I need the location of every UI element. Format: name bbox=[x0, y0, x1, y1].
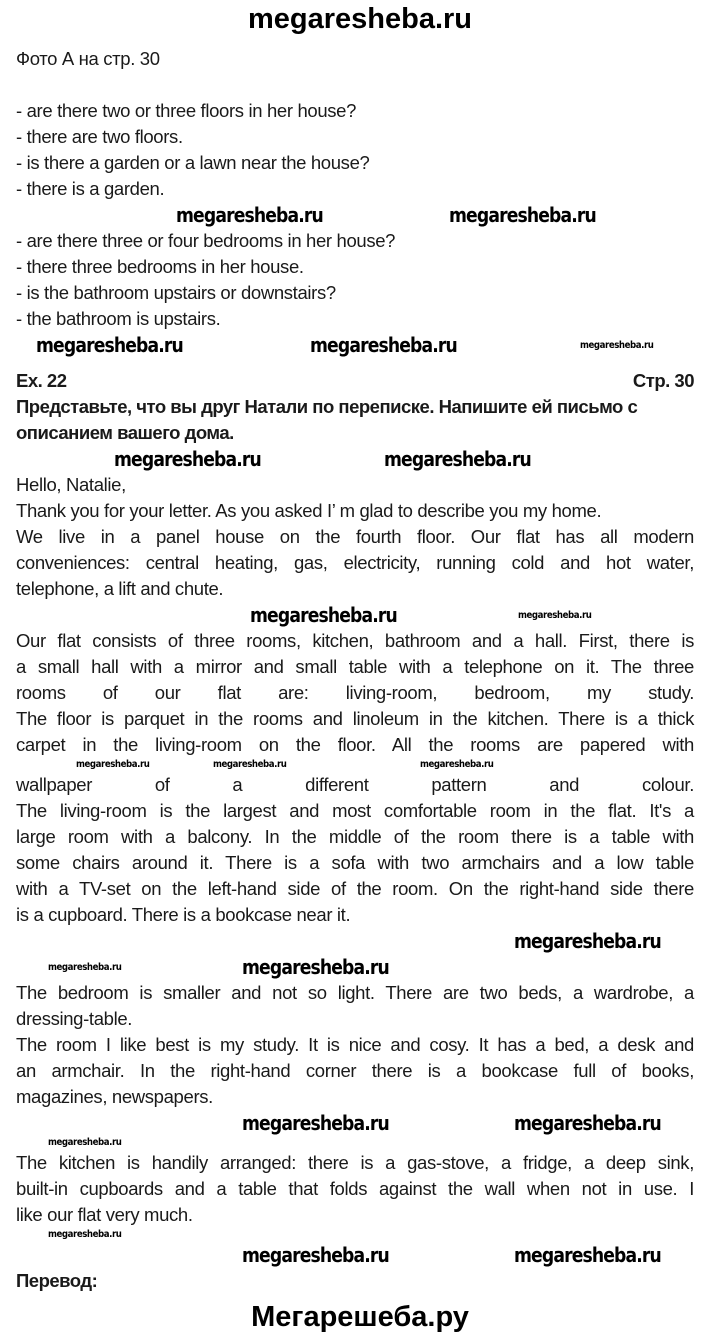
watermark-band bbox=[0, 446, 720, 472]
watermark[interactable]: megaresheba.ru bbox=[48, 1229, 122, 1240]
letter-line: conveniences: central heating, gas, electricity, running cold and hot water, bbox=[16, 552, 694, 573]
letter-line: The living-room is the largest and most comfortable room in the flat. It's a bbox=[16, 800, 694, 821]
watermark[interactable]: megaresheba.ru bbox=[36, 333, 183, 357]
letter-line: The bedroom is smaller and not so light. There are two beds, a wardrobe, a bbox=[16, 982, 694, 1003]
watermark-band bbox=[0, 1242, 720, 1268]
translation-label: Перевод: bbox=[16, 1270, 98, 1291]
site-header[interactable]: megaresheba.ru bbox=[247, 3, 473, 35]
letter-line: an armchair. In the right-hand corner there is a bookcase full of books, bbox=[16, 1060, 694, 1081]
exercise-number: Ex. 22 bbox=[16, 370, 67, 391]
watermark[interactable]: megaresheba.ru bbox=[449, 203, 596, 227]
dialogue-line: - is there a garden or a lawn near the house? bbox=[16, 152, 370, 173]
dialogue-line: - are there two or three floors in her house? bbox=[16, 100, 357, 121]
letter-line: magazines, newspapers. bbox=[16, 1086, 213, 1107]
letter-line: a small hall with a mirror and small table with a telephone on it. The three bbox=[16, 656, 694, 677]
letter-line: is a cupboard. There is a bookcase near it. bbox=[16, 904, 351, 925]
watermark[interactable]: megaresheba.ru bbox=[213, 759, 287, 770]
watermark[interactable]: megaresheba.ru bbox=[48, 1137, 122, 1148]
watermark[interactable]: megaresheba.ru bbox=[514, 929, 661, 953]
watermark-band bbox=[0, 1136, 720, 1150]
letter-greeting: Hello, Natalie, bbox=[16, 474, 126, 495]
watermark-band bbox=[0, 928, 720, 954]
letter-line: some chairs around it. There is a sofa with two armchairs and a low table bbox=[16, 852, 694, 873]
photo-section-title: Фото А на стр. 30 bbox=[16, 48, 160, 69]
watermark-band bbox=[0, 202, 720, 228]
letter-line: with a TV-set on the left-hand side of the room. On the right-hand side there bbox=[16, 878, 694, 899]
site-footer[interactable]: Мегарешеба.ру bbox=[251, 1301, 469, 1333]
dialogue-line: - are there three or four bedrooms in her house? bbox=[16, 230, 396, 251]
watermark[interactable]: megaresheba.ru bbox=[176, 203, 323, 227]
letter-line: wallpaper of a different pattern and colour. bbox=[16, 774, 694, 795]
letter-line: The room I like best is my study. It is nice and cosy. It has a bed, a desk and bbox=[16, 1034, 694, 1055]
watermark-band bbox=[0, 1110, 720, 1136]
letter-line: large room with a balcony. In the middle of the room there is a table with bbox=[16, 826, 694, 847]
exercise-page: Стр. 30 bbox=[632, 370, 694, 391]
dialogue-line: - there are two floors. bbox=[16, 126, 183, 147]
watermark[interactable]: megaresheba.ru bbox=[420, 759, 494, 770]
watermark[interactable]: megaresheba.ru bbox=[114, 447, 261, 471]
watermark-band bbox=[0, 758, 720, 772]
dialogue-line: - there three bedrooms in her house. bbox=[16, 256, 304, 277]
letter-line: Our flat consists of three rooms, kitchen, bathroom and a hall. First, there is bbox=[16, 630, 694, 651]
watermark[interactable]: megaresheba.ru bbox=[514, 1111, 661, 1135]
watermark[interactable]: megaresheba.ru bbox=[580, 340, 654, 351]
watermark[interactable]: megaresheba.ru bbox=[48, 962, 122, 973]
watermark[interactable]: megaresheba.ru bbox=[514, 1243, 661, 1267]
letter-line: telephone, a lift and chute. bbox=[16, 578, 224, 599]
watermark[interactable]: megaresheba.ru bbox=[242, 1243, 389, 1267]
letter-line: like our flat very much. bbox=[16, 1204, 193, 1225]
watermark[interactable]: megaresheba.ru bbox=[310, 333, 457, 357]
watermark-band bbox=[0, 332, 720, 358]
letter-line: carpet in the living-room on the floor. All the rooms are papered with bbox=[16, 734, 694, 755]
watermark-band bbox=[0, 954, 720, 980]
dialogue-line: - the bathroom is upstairs. bbox=[16, 308, 221, 329]
watermark[interactable]: megaresheba.ru bbox=[250, 603, 397, 627]
exercise-task: описанием вашего дома. bbox=[16, 422, 234, 443]
watermark-band bbox=[0, 602, 720, 628]
dialogue-line: - is the bathroom upstairs or downstairs? bbox=[16, 282, 336, 303]
exercise-task: Представьте, что вы друг Натали по переписке. Напишите ей письмо с bbox=[16, 396, 638, 417]
exercise-header-row bbox=[16, 368, 694, 394]
watermark[interactable]: megaresheba.ru bbox=[242, 955, 389, 979]
watermark-band bbox=[0, 1228, 720, 1242]
letter-line: built-in cupboards and a table that folds against the wall when not in use. I bbox=[16, 1178, 694, 1199]
watermark[interactable]: megaresheba.ru bbox=[384, 447, 531, 471]
letter-line: Thank you for your letter. As you asked I’ m glad to describe you my home. bbox=[16, 500, 602, 521]
letter-line: The floor is parquet in the rooms and linoleum in the kitchen. There is a thick bbox=[16, 708, 694, 729]
letter-line: rooms of our flat are: living-room, bedroom, my study. bbox=[16, 682, 694, 703]
watermark[interactable]: megaresheba.ru bbox=[518, 610, 592, 621]
letter-line: The kitchen is handily arranged: there is a gas-stove, a fridge, a deep sink, bbox=[16, 1152, 694, 1173]
watermark[interactable]: megaresheba.ru bbox=[76, 759, 150, 770]
letter-line: dressing-table. bbox=[16, 1008, 133, 1029]
dialogue-line: - there is a garden. bbox=[16, 178, 165, 199]
letter-line: We live in a panel house on the fourth floor. Our flat has all modern bbox=[16, 526, 694, 547]
watermark[interactable]: megaresheba.ru bbox=[242, 1111, 389, 1135]
